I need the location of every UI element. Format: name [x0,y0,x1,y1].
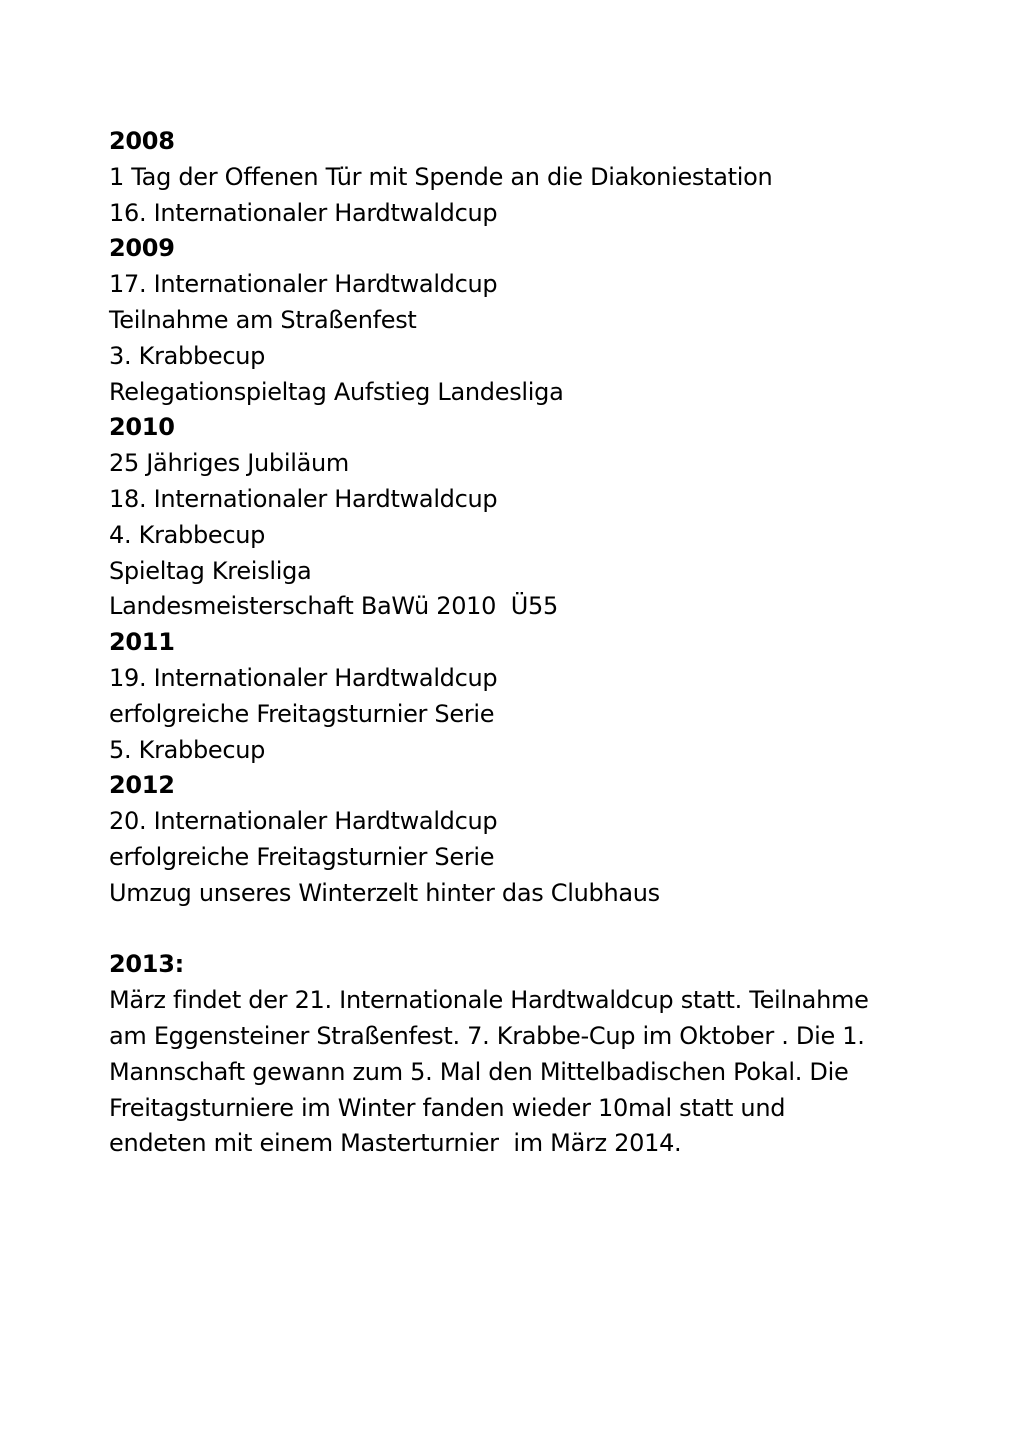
year-heading: 2008 [109,127,175,155]
year-heading: 2013: [109,950,184,979]
event-item: Teilnahme am Straßenfest [109,305,417,334]
year-section-2010 [109,410,929,625]
year-heading: 2012 [109,771,175,800]
paragraph-line: am Eggensteiner Straßenfest. 7. Krabbe-Cup im Oktober . Die 1. [109,1021,865,1050]
event-item: 18. Internationaler Hardtwaldcup [109,484,498,513]
event-item: 5. Krabbecup [109,735,266,764]
event-item: 19. Internationaler Hardtwaldcup [109,663,498,692]
year-section-2009 [109,231,929,410]
event-item: erfolgreiche Freitagsturnier Serie [109,699,495,728]
year-section-2011 [109,625,929,768]
paragraph-line: Freitagsturniere im Winter fanden wieder 10mal statt und [109,1093,786,1122]
paragraph-line: März findet der 21. Internationale Hardtwaldcup statt. Teilnahme [109,986,869,1015]
year-section-2013 [109,947,929,1162]
event-item: erfolgreiche Freitagsturnier Serie [109,842,495,871]
event-item: 20. Internationaler Hardtwaldcup [109,807,498,836]
paragraph-line: endeten mit einem Masterturnier im März 2014. [109,1129,682,1158]
paragraph-line: Mannschaft gewann zum 5. Mal den Mittelbadischen Pokal. Die [109,1057,849,1086]
event-item: 17. Internationaler Hardtwaldcup [109,270,498,299]
event-item: 1 Tag der Offenen Tür mit Spende an die Diakoniestation [109,162,773,191]
year-section-2012 [109,768,929,911]
event-item: Landesmeisterschaft BaWü 2010 Ü55 [109,592,558,621]
event-item: 4. Krabbecup [109,520,266,549]
year-heading: 2009 [109,234,175,263]
event-item: 25 Jähriges Jubiläum [109,449,349,478]
event-item: 16. Internationaler Hardtwaldcup [109,198,498,227]
event-item: Relegationspieltag Aufstieg Landesliga [109,377,564,406]
event-item: Umzug unseres Winterzelt hinter das Clubhaus [109,878,660,907]
year-heading: 2011 [109,628,175,657]
document-page [109,124,929,1162]
year-heading: 2010 [109,413,175,442]
event-item: 3. Krabbecup [109,341,266,370]
blank-line [109,912,929,948]
event-item: Spieltag Kreisliga [109,556,312,585]
year-section-2008 [109,124,929,231]
